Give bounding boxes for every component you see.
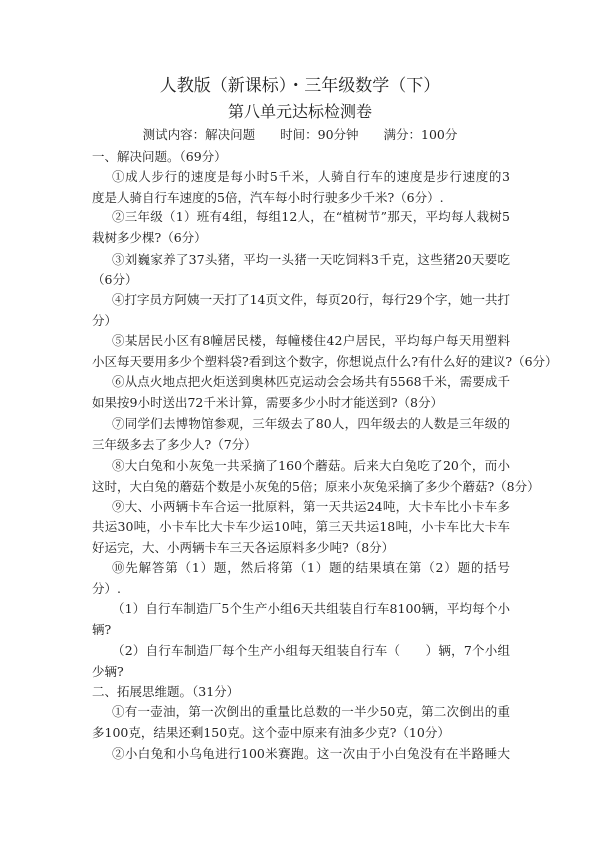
question-line: ②小白兔和小乌龟进行100米赛跑。这一次由于小白兔没有在半路睡大 [112,746,510,761]
question-line: ③刘巍家养了37头猪，平均一头猪一天吃饲料3千克，这些猪20天要吃 [112,252,510,267]
question-line: ⑧大白兔和小灰兔一共采摘了160个蘑菇。后来大白兔吃了20个，而小 [112,458,510,473]
question-line: ⑥从点火地点把火炬送到奥林匹克运动会会场共有5568千米，需要成千 [112,374,510,389]
question-line: 栽树多少棵?（6分） [92,230,207,245]
question-line: （1）自行车制造厂5个生产小组6天共组装自行车8100辆，平均每个小 [112,601,510,616]
question-line: 如果按9小时送出72千米计算，需要多少小时才能送到?（8分） [92,395,444,410]
section-heading-2: 二、拓展思维题。（31分） [92,684,240,699]
question-line: 多100克，结果还剩150克。这个壶中原来有油多少克?（10分） [92,725,450,740]
question-line: 小区每天要用多少个塑料袋?看到这个数字，你想说点什么?有什么好的建议?（6分） [92,354,558,369]
question-line: 共运30吨，小卡车比大卡车少运10吨，第三天共运18吨，小卡车比大卡车 [92,519,510,534]
question-line: 分）. [92,581,121,596]
document-title: 人教版（新课标）・三年级数学（下） [159,76,441,96]
test-info: 测试内容：解决问题 时间：90分钟 满分：100分 [142,127,458,142]
question-line: ⑨大、小两辆卡车合运一批原料，第一天共运24吨，大卡车比小卡车多 [112,499,510,514]
question-line: 少辆? [92,664,124,679]
question-line: 好运完，大、小两辆卡车三天各运原料多少吨?（8分） [92,540,395,555]
document-subtitle: 第八单元达标检测卷 [227,102,372,121]
question-line: 三年级多去了多少人?（7分） [92,437,257,452]
question-line: ②三年级（1）班有4组，每组12人，在“植树节”那天，平均每人栽树5 [112,209,510,224]
question-line: （6分） [92,272,138,287]
question-line: ④打字员方阿姨一天打了14页文件，每页20行，每行29个字，她一共打 [112,292,510,307]
question-line: 这时，大白兔的蘑菇个数是小灰兔的5倍；原来小灰兔采摘了多少个蘑菇?（8分） [92,479,540,494]
question-line: ⑦同学们去博物馆参观，三年级去了80人，四年级去的人数是三年级的 [112,416,510,431]
question-line: （2）自行车制造厂每个生产小组每天组装自行车（ ）辆，7个小组 [112,643,510,658]
question-line: ⑤某居民小区有8幢居民楼，每幢楼住42户居民，平均每户每天用塑料 [112,333,510,348]
question-line: ⑩先解答第（1）题，然后将第（1）题的结果填在第（2）题的括号 [112,560,510,575]
question-line: 辆? [92,622,112,637]
section-heading-1: 一、解决问题。（69分） [92,149,227,164]
question-line: 分） [92,313,118,328]
question-line: ①有一壶油，第一次倒出的重量比总数的一半少50克，第二次倒出的重 [112,704,510,719]
question-line: 度是人骑自行车速度的5倍，汽车每小时行驶多少千米?（6分）. [92,190,444,205]
question-line: ①成人步行的速度是每小时5千米，人骑自行车的速度是步行速度的3 [112,169,510,184]
